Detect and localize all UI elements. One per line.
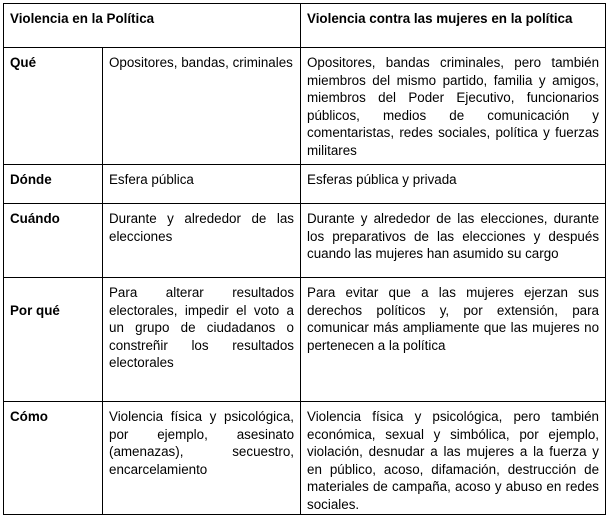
header-violence-against-women: Violencia contra las mujeres en la política — [301, 4, 606, 48]
politics-cell-donde: Esfera pública — [103, 165, 301, 204]
table-row — [4, 165, 606, 204]
politics-cell-cuando: Durante y alrededor de las elecciones — [103, 204, 301, 278]
header-violence-in-politics: Violencia en la Política — [4, 4, 301, 48]
politics-cell-que: Opositores, bandas, criminales — [103, 48, 301, 165]
women-cell-como: Violencia física y psicológica, pero también económica, sexual y simbólica, por ejemplo, violación, desnudar a las mujeres a la fuerza y en público, acoso, difamación, destrucción de materiales de campaña, acoso y abuso en redes sociales. — [301, 402, 606, 515]
women-cell-que: Opositores, bandas criminales, pero también miembros del mismo partido, familia y amigos, miembros del Poder Ejecutivo, funcionarios públicos, medios de comunicación y comentaristas, redes sociales, política y fuerzas militares — [301, 48, 606, 165]
header-row — [4, 4, 606, 48]
row-label-donde: Dónde — [4, 165, 103, 204]
row-label-cuando: Cuándo — [4, 204, 103, 278]
comparison-table — [3, 3, 606, 515]
table-row — [4, 48, 606, 165]
table-row — [4, 402, 606, 515]
table-row — [4, 278, 606, 402]
row-label-por-que: Por qué — [4, 278, 103, 402]
table-row — [4, 204, 606, 278]
politics-cell-como: Violencia física y psicológica, por ejemplo, asesinato (amenazas), secuestro, encarcelamiento — [103, 402, 301, 515]
row-label-que: Qué — [4, 48, 103, 165]
women-cell-por-que: Para evitar que a las mujeres ejerzan sus derechos políticos y, por extensión, para comunicar más ampliamente que las mujeres no pertenecen a la política — [301, 278, 606, 402]
women-cell-cuando: Durante y alrededor de las elecciones, durante los preparativos de las elecciones y después cuando las mujeres han asumido su cargo — [301, 204, 606, 278]
women-cell-donde: Esferas pública y privada — [301, 165, 606, 204]
row-label-como: Cómo — [4, 402, 103, 515]
politics-cell-por-que: Para alterar resultados electorales, impedir el voto a un grupo de ciudadanos o constreñir los resultados electorales — [103, 278, 301, 402]
